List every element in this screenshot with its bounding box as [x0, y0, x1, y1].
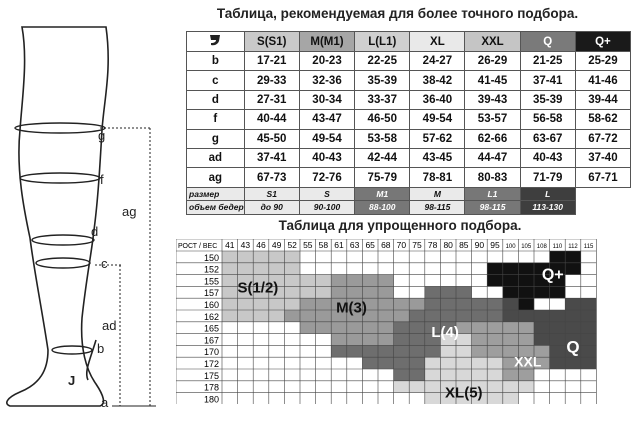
size-row-label: размер	[187, 187, 245, 201]
d-circumference-ring	[32, 235, 94, 245]
size-header: M(M1)	[299, 32, 354, 52]
label-ag: ag	[122, 204, 137, 219]
weight-tick-label: 80	[443, 240, 453, 250]
measurement-label: ag	[187, 168, 245, 187]
size-header: Q	[520, 32, 575, 52]
weight-tick-label: 78	[427, 240, 438, 250]
size-zone-label: XL(5)	[445, 384, 483, 402]
measurement-cell: 41-45	[465, 71, 520, 90]
size-code-cell: M	[410, 187, 465, 201]
weight-tick-label: 90	[474, 240, 485, 250]
simple-table-title: Таблица для упрощенного подбора.	[278, 218, 522, 233]
measurement-cell: 26-29	[465, 52, 520, 71]
measurement-cell: 33-37	[355, 90, 410, 109]
label-g: g	[98, 128, 106, 143]
measurement-cell: 37-41	[520, 71, 575, 90]
measurement-cell: 43-45	[410, 148, 465, 167]
size-code-cell: L	[520, 187, 575, 201]
measurement-label: c	[187, 71, 245, 90]
size-code-cell: S	[299, 187, 354, 201]
measurement-cell: 58-62	[575, 110, 630, 129]
measurement-cell: 49-54	[410, 110, 465, 129]
size-code-cell: S1	[244, 187, 299, 201]
weight-tick-label: 55	[303, 240, 313, 250]
size-header: Q+	[575, 32, 630, 52]
measurement-label: d	[187, 90, 245, 109]
size-zone-label: L(4)	[431, 324, 459, 342]
hip-volume-cell: 98-115	[465, 201, 520, 215]
size-code-row	[187, 187, 631, 201]
measurement-cell: 62-66	[465, 129, 520, 148]
measurement-cell: 46-50	[355, 110, 410, 129]
measurement-row	[187, 110, 631, 129]
height-tick-label: 178	[203, 382, 219, 393]
size-zone-label: Q	[566, 337, 580, 357]
height-tick-label: 155	[203, 276, 219, 287]
height-tick-label: 180	[203, 394, 219, 404]
measurement-cell: 80-83	[465, 168, 520, 187]
size-header: S(S1)	[244, 32, 299, 52]
measurement-cell: 36-40	[410, 90, 465, 109]
measurement-cell: 56-58	[520, 110, 575, 129]
measurement-row	[187, 148, 631, 167]
measurement-cell: 24-27	[410, 52, 465, 71]
measurement-cell: 20-23	[299, 52, 354, 71]
measurement-cell: 43-47	[299, 110, 354, 129]
measurement-cell: 41-46	[575, 71, 630, 90]
weight-tick-label: 115	[583, 244, 594, 250]
measurement-cell: 38-42	[410, 71, 465, 90]
height-tick-label: 157	[203, 288, 219, 299]
measurement-cell: 67-72	[575, 129, 630, 148]
hip-volume-cell: до 90	[244, 201, 299, 215]
grid-corner-label: РОСТ / ВЕС	[178, 243, 218, 250]
leg-outline	[7, 27, 108, 406]
weight-tick-label: 70	[396, 240, 407, 250]
label-b: b	[97, 341, 105, 356]
hip-volume-cell: 90-100	[299, 201, 354, 215]
measurement-cell: 40-43	[299, 148, 354, 167]
measurement-cell: 37-41	[244, 148, 299, 167]
label-c: c	[101, 256, 108, 271]
measurement-cell: 29-33	[244, 71, 299, 90]
weight-tick-label: 65	[365, 240, 375, 250]
simplified-size-grid	[176, 239, 597, 404]
measurement-label: g	[187, 129, 245, 148]
f-circumference-ring	[20, 173, 100, 183]
weight-tick-label: 95	[490, 240, 500, 250]
measurement-cell: 32-36	[299, 71, 354, 90]
size-header: L(L1)	[355, 32, 410, 52]
weight-tick-label: 61	[334, 240, 344, 250]
measurement-row	[187, 90, 631, 109]
measurement-cell: 42-44	[355, 148, 410, 167]
measurement-cell: 39-43	[465, 90, 520, 109]
measurement-cell: 53-57	[465, 110, 520, 129]
size-zone-label: XXL	[514, 353, 542, 370]
height-tick-label: 162	[203, 311, 219, 322]
measurement-label: f	[187, 110, 245, 129]
measurement-cell: 44-47	[465, 148, 520, 167]
hip-volume-cell: 113-130	[520, 201, 575, 215]
hip-volume-cell: 98-115	[410, 201, 465, 215]
measurement-cell: 30-34	[299, 90, 354, 109]
label-d: d	[91, 224, 99, 239]
size-zone-label: S(1/2)	[237, 279, 279, 297]
height-tick-label: 175	[203, 370, 219, 381]
label-j: J	[68, 373, 76, 388]
weight-tick-label: 100	[505, 244, 516, 250]
measurement-cell: 22-25	[355, 52, 410, 71]
size-code-cell: L1	[465, 187, 520, 201]
measurement-row	[187, 168, 631, 187]
label-a: a	[101, 395, 109, 410]
measurement-cell: 49-54	[299, 129, 354, 148]
measurement-cell: 40-44	[244, 110, 299, 129]
stocking-icon	[187, 32, 245, 52]
measurement-cell: 21-25	[520, 52, 575, 71]
weight-tick-label: 41	[225, 240, 235, 250]
g-circumference-ring	[15, 123, 105, 133]
height-tick-label: 150	[203, 252, 219, 263]
height-tick-label: 152	[203, 264, 219, 275]
hip-row-label: объем бедер	[187, 201, 245, 215]
weight-tick-label: 105	[521, 244, 532, 250]
measurement-cell: 67-73	[244, 168, 299, 187]
height-tick-label: 165	[203, 323, 219, 334]
weight-tick-label: 63	[349, 240, 360, 250]
leg-measurement-diagram	[0, 0, 160, 432]
main-table-title: Таблица, рекомендуемая для более точного подбора.	[216, 6, 579, 21]
measurement-cell: 40-43	[520, 148, 575, 167]
measurement-cell: 27-31	[244, 90, 299, 109]
size-table-header	[187, 32, 631, 52]
measurement-label: b	[187, 52, 245, 71]
weight-tick-label: 112	[568, 244, 578, 250]
weight-tick-label: 46	[256, 240, 266, 250]
weight-tick-label: 49	[271, 240, 282, 250]
hip-volume-cell: 88-100	[355, 201, 410, 215]
measurement-cell: 17-21	[244, 52, 299, 71]
measurement-cell: 39-44	[575, 90, 630, 109]
label-ad: ad	[102, 318, 117, 333]
size-header: XXL	[465, 32, 520, 52]
height-tick-label: 170	[203, 347, 219, 358]
measurement-cell: 75-79	[355, 168, 410, 187]
weight-tick-label: 108	[536, 244, 547, 250]
measurement-cell: 71-79	[520, 168, 575, 187]
weight-tick-label: 110	[552, 244, 563, 250]
height-tick-label: 167	[203, 335, 219, 346]
weight-tick-label: 68	[381, 240, 391, 250]
measurement-cell: 53-58	[355, 129, 410, 148]
b-circumference-ring	[52, 346, 92, 354]
measurement-cell: 35-39	[355, 71, 410, 90]
size-header: XL	[410, 32, 465, 52]
height-tick-label: 172	[203, 359, 219, 369]
c-circumference-ring	[36, 258, 90, 268]
measurement-cell: 63-67	[520, 129, 575, 148]
weight-tick-label: 75	[412, 240, 422, 250]
measurement-cell: 25-29	[575, 52, 630, 71]
hip-volume-row	[187, 201, 631, 215]
size-zone-label: Q+	[541, 266, 564, 284]
measurement-label: ad	[187, 148, 245, 167]
measurement-cell: 37-40	[575, 148, 630, 167]
measurement-cell: 45-50	[244, 129, 299, 148]
label-f: f	[100, 172, 104, 187]
size-code-cell: M1	[355, 187, 410, 201]
measurement-row	[187, 129, 631, 148]
measurement-row	[187, 71, 631, 90]
measurement-cell: 35-39	[520, 90, 575, 109]
measurement-row	[187, 52, 631, 71]
size-zone-label: M(3)	[336, 299, 367, 317]
measurement-cell: 57-62	[410, 129, 465, 148]
weight-tick-label: 85	[459, 240, 469, 250]
measurement-cell: 78-81	[410, 168, 465, 187]
measurement-cell: 72-76	[299, 168, 354, 187]
weight-tick-label: 58	[318, 240, 329, 250]
size-table	[186, 31, 631, 215]
weight-tick-label: 52	[287, 240, 297, 250]
weight-tick-label: 43	[240, 240, 251, 250]
height-tick-label: 160	[203, 300, 219, 310]
measurement-cell: 67-71	[575, 168, 630, 187]
